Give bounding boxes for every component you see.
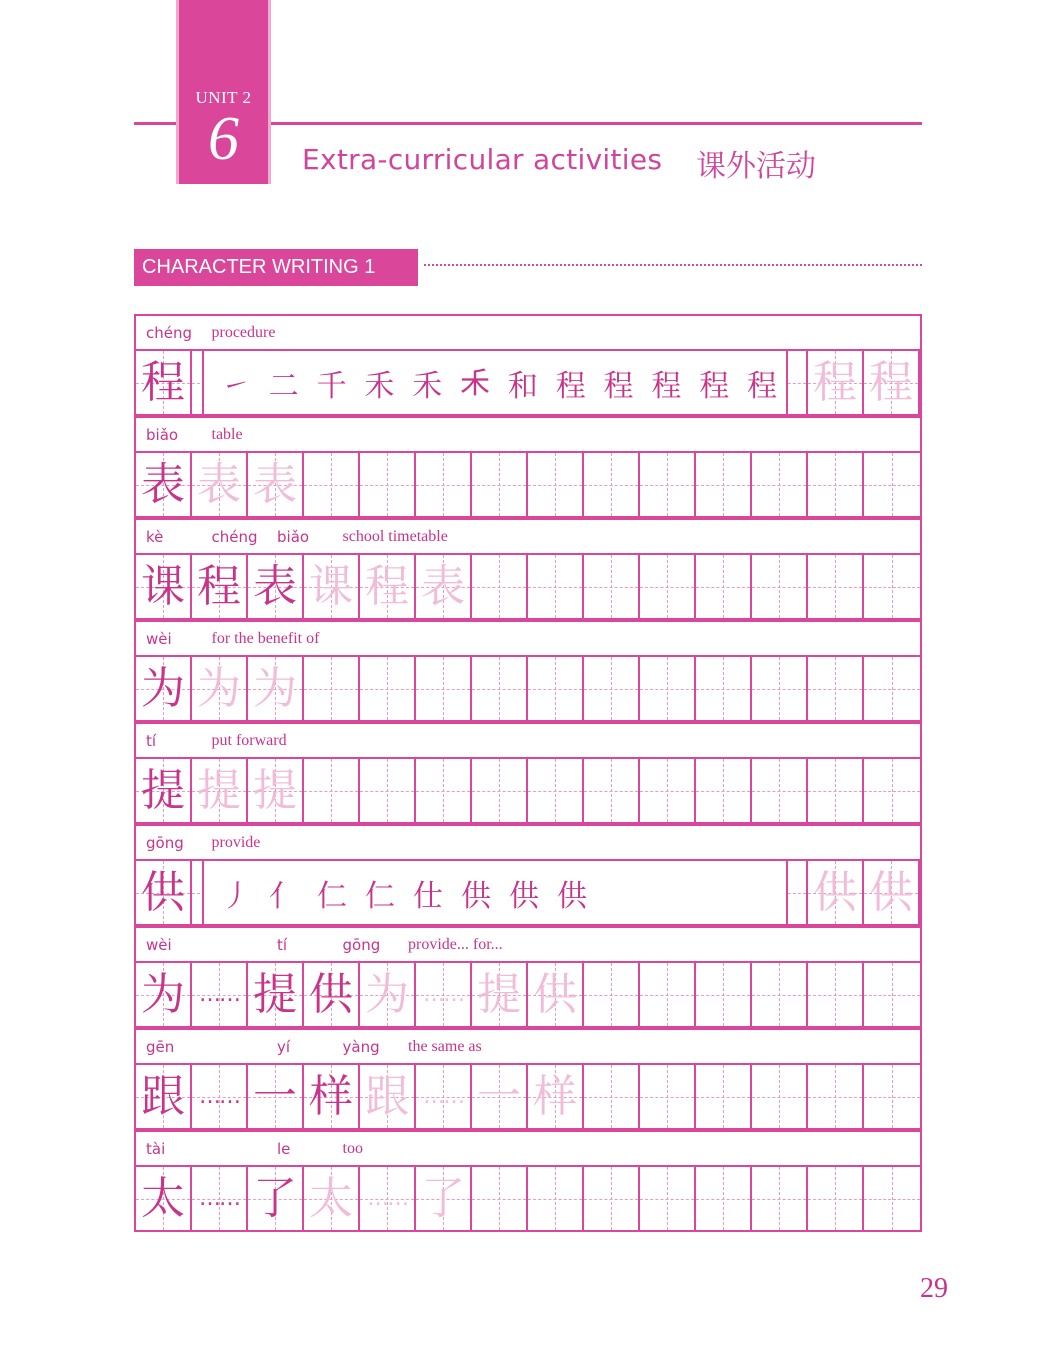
writing-grid (134, 314, 922, 1232)
grid-character: …… (199, 981, 240, 1007)
stroke-step: ㇀ (220, 368, 251, 404)
stroke-step: 程 (555, 368, 586, 404)
pinyin-label: chéng (211, 528, 258, 546)
practice-cell-empty[interactable] (472, 1167, 528, 1230)
header-rule-left (134, 122, 176, 125)
grid-character: 供 (533, 968, 578, 1020)
practice-cell-empty[interactable] (864, 963, 920, 1026)
grid-character: 表 (197, 458, 242, 510)
practice-cell-filled (136, 453, 192, 516)
grid-character: 程 (869, 356, 913, 408)
practice-cell-filled (136, 555, 192, 618)
practice-cell-empty[interactable] (752, 759, 808, 822)
grid-character: 了 (253, 1172, 298, 1224)
grid-character: …… (423, 1083, 464, 1109)
grid-character: 供 (309, 968, 354, 1020)
pinyin-row (134, 518, 922, 553)
stroke-order-sequence (202, 351, 788, 414)
pinyin-label: biǎo (146, 426, 179, 444)
pinyin-label: chéng (146, 324, 193, 342)
practice-cell-empty[interactable] (584, 759, 640, 822)
pinyin-row (134, 416, 922, 451)
practice-cell-empty[interactable] (584, 555, 640, 618)
character-row (134, 451, 922, 518)
practice-cell-empty[interactable] (416, 453, 472, 516)
practice-cell-filled (472, 963, 528, 1026)
grid-character: 为 (141, 968, 185, 1020)
practice-cell-empty[interactable] (696, 1065, 752, 1128)
practice-cell-filled (248, 1065, 304, 1128)
grid-character: 为 (365, 968, 410, 1020)
meaning-label: provide... for... (408, 936, 503, 953)
practice-cell-empty[interactable] (584, 1065, 640, 1128)
grid-character: 课 (309, 560, 354, 612)
pinyin-label: gōng (342, 936, 381, 954)
practice-cell-filled (248, 555, 304, 618)
practice-cell-empty[interactable] (472, 555, 528, 618)
stroke-step: 供 (461, 878, 491, 914)
practice-cell-empty[interactable] (808, 657, 864, 720)
unit-label: UNIT 2 (195, 88, 252, 107)
practice-cell-empty[interactable] (360, 657, 416, 720)
character-row (134, 349, 922, 416)
practice-cell-empty[interactable] (304, 759, 360, 822)
practice-cell-empty[interactable] (640, 1167, 696, 1230)
grid-character: …… (199, 1185, 240, 1211)
practice-cell-filled (864, 351, 920, 414)
practice-cell-filled (416, 555, 472, 618)
practice-cell-empty[interactable] (864, 555, 920, 618)
practice-cell-empty[interactable] (640, 963, 696, 1026)
practice-cell-filled (136, 1065, 192, 1128)
character-row (134, 757, 922, 824)
pinyin-row (134, 620, 922, 655)
practice-cell-filled (136, 963, 192, 1026)
practice-cell-filled (528, 1065, 584, 1128)
practice-cell-filled (360, 963, 416, 1026)
practice-cell-empty[interactable] (752, 555, 808, 618)
pinyin-label: tài (146, 1140, 166, 1158)
pinyin-label: gōng (146, 834, 184, 852)
section-dotted-rule (424, 264, 922, 266)
meaning-label: provide (211, 834, 261, 851)
practice-cell-empty[interactable] (360, 759, 416, 822)
stroke-step: 程 (699, 368, 730, 404)
practice-cell-filled (304, 555, 360, 618)
grid-character: …… (423, 981, 464, 1007)
pinyin-label: wèi (146, 936, 172, 954)
grid-character: 提 (253, 968, 298, 1020)
practice-cell-filled (136, 1167, 192, 1230)
pinyin-label: tí (146, 732, 157, 750)
practice-cell-empty[interactable] (472, 759, 528, 822)
practice-cell-empty[interactable] (584, 1167, 640, 1230)
pinyin-label: wèi (146, 630, 172, 648)
pinyin-row (134, 824, 922, 859)
unit-tab (176, 0, 271, 184)
stroke-step: 千 (316, 368, 347, 404)
pinyin-label: tí (277, 936, 288, 954)
practice-cell-empty[interactable] (808, 1065, 864, 1128)
practice-cell-filled (136, 657, 192, 720)
grid-character: 为 (253, 662, 298, 714)
practice-cell-empty[interactable] (528, 657, 584, 720)
grid-character: 提 (141, 764, 185, 816)
practice-cell-filled (192, 657, 248, 720)
pinyin-label: gēn (146, 1038, 175, 1056)
stroke-step: 和 (507, 368, 538, 404)
practice-cell-empty[interactable] (752, 453, 808, 516)
stroke-step: 仁 (317, 878, 347, 914)
practice-cell-filled (864, 861, 920, 924)
practice-cell-empty[interactable] (752, 963, 808, 1026)
grid-character: 一 (477, 1070, 522, 1122)
grid-character: 了 (421, 1172, 466, 1224)
grid-character: 供 (869, 866, 913, 918)
stroke-step: 亻 (269, 878, 299, 914)
character-row (134, 1165, 922, 1232)
pinyin-label: yàng (342, 1038, 380, 1056)
grid-character: 程 (365, 560, 410, 612)
stroke-step: 仁 (365, 878, 395, 914)
pinyin-label: yí (277, 1038, 291, 1056)
practice-cell-filled (136, 351, 192, 414)
practice-cell-empty[interactable] (528, 759, 584, 822)
character-row (134, 859, 922, 926)
pinyin-row (134, 926, 922, 961)
practice-cell-empty[interactable] (472, 453, 528, 516)
practice-cell-empty[interactable] (752, 657, 808, 720)
pinyin-label: biǎo (277, 528, 310, 546)
grid-character: 样 (533, 1070, 578, 1122)
stroke-step: 二 (268, 368, 299, 404)
grid-character: 提 (197, 764, 242, 816)
stroke-order-sequence (202, 861, 788, 924)
grid-character: 课 (141, 560, 185, 612)
practice-cell-empty[interactable] (416, 657, 472, 720)
stroke-step: 程 (603, 368, 634, 404)
practice-cell-filled (192, 759, 248, 822)
stroke-step: 𥝌 (460, 365, 491, 401)
practice-cell-empty[interactable] (696, 963, 752, 1026)
stroke-step: 供 (557, 878, 587, 914)
meaning-label: procedure (211, 324, 276, 341)
stroke-step: 禾 (364, 368, 395, 404)
grid-character: 跟 (365, 1070, 410, 1122)
grid-character: 一 (253, 1070, 298, 1122)
grid-character: 表 (253, 458, 298, 510)
practice-cell-empty[interactable] (416, 759, 472, 822)
practice-cell-filled (808, 861, 864, 924)
grid-character: 太 (309, 1172, 354, 1224)
grid-character: 样 (309, 1070, 354, 1122)
stroke-step: 丿 (221, 878, 251, 914)
grid-character: 提 (477, 968, 522, 1020)
practice-cell-filled (248, 657, 304, 720)
practice-cell-empty[interactable] (472, 657, 528, 720)
practice-cell-empty[interactable] (808, 759, 864, 822)
meaning-label: the same as (408, 1038, 482, 1055)
practice-cell-filled (248, 759, 304, 822)
practice-cell-filled (304, 963, 360, 1026)
pinyin-row (134, 1028, 922, 1063)
practice-cell-empty[interactable] (808, 1167, 864, 1230)
grid-character: 供 (813, 866, 857, 918)
practice-cell-empty[interactable] (640, 759, 696, 822)
practice-cell-empty[interactable] (640, 1065, 696, 1128)
section-banner: CHARACTER WRITING 1 (134, 249, 418, 286)
grid-character: …… (199, 1083, 240, 1109)
grid-character: 太 (141, 1172, 185, 1224)
practice-cell-empty[interactable] (752, 1065, 808, 1128)
grid-character: 供 (141, 866, 185, 918)
practice-cell-filled (136, 861, 192, 924)
practice-cell-empty[interactable] (696, 555, 752, 618)
practice-cell-empty[interactable] (808, 963, 864, 1026)
pinyin-row (134, 314, 922, 349)
pinyin-label: le (277, 1140, 291, 1158)
meaning-label: put forward (211, 732, 287, 749)
practice-cell-filled (416, 1167, 472, 1230)
practice-cell-empty[interactable] (304, 657, 360, 720)
pinyin-row (134, 722, 922, 757)
practice-cell-empty[interactable] (864, 657, 920, 720)
practice-cell-empty[interactable] (696, 1167, 752, 1230)
stroke-step: 程 (747, 368, 778, 404)
practice-cell-empty[interactable] (584, 657, 640, 720)
practice-cell-filled (304, 1167, 360, 1230)
practice-cell-empty[interactable] (864, 453, 920, 516)
pinyin-label: kè (146, 528, 164, 546)
practice-cell-empty[interactable] (696, 657, 752, 720)
meaning-label: table (211, 426, 243, 443)
lesson-title-en: Extra-curricular activities (302, 143, 663, 176)
practice-cell-filled (360, 555, 416, 618)
practice-cell-filled (416, 963, 472, 1026)
practice-cell-empty[interactable] (528, 1167, 584, 1230)
practice-cell-filled (192, 1065, 248, 1128)
practice-cell-filled (472, 1065, 528, 1128)
practice-cell-empty[interactable] (696, 453, 752, 516)
practice-cell-filled (416, 1065, 472, 1128)
character-row (134, 961, 922, 1028)
grid-character: 程 (197, 560, 242, 612)
lesson-title-zh: 课外活动 (696, 149, 816, 184)
practice-cell-filled (136, 759, 192, 822)
meaning-label: for the benefit of (211, 630, 320, 647)
pinyin-row (134, 1130, 922, 1165)
grid-character: 跟 (141, 1070, 185, 1122)
stroke-step: 供 (509, 878, 539, 914)
practice-cell-empty[interactable] (584, 453, 640, 516)
page-number: 29 (920, 1273, 948, 1304)
practice-cell-filled (248, 453, 304, 516)
meaning-label: school timetable (342, 528, 448, 545)
grid-character: 为 (141, 662, 185, 714)
stroke-step: 禾 (412, 368, 443, 404)
practice-cell-filled (304, 1065, 360, 1128)
practice-cell-filled (808, 351, 864, 414)
practice-cell-filled (360, 1065, 416, 1128)
practice-cell-empty[interactable] (864, 1167, 920, 1230)
practice-cell-filled (192, 555, 248, 618)
grid-character: 表 (421, 560, 466, 612)
meaning-label: too (342, 1140, 363, 1157)
practice-cell-empty[interactable] (640, 657, 696, 720)
practice-cell-empty[interactable] (528, 555, 584, 618)
practice-cell-empty[interactable] (808, 555, 864, 618)
stroke-step: 仕 (413, 878, 443, 914)
practice-cell-filled (192, 1167, 248, 1230)
grid-character: 表 (253, 560, 298, 612)
header-rule-right (271, 122, 922, 125)
grid-character: 程 (141, 356, 185, 408)
practice-cell-filled (248, 963, 304, 1026)
practice-cell-empty[interactable] (808, 453, 864, 516)
grid-character: …… (367, 1185, 408, 1211)
practice-cell-empty[interactable] (304, 453, 360, 516)
stroke-step: 程 (651, 368, 682, 404)
grid-character: 提 (253, 764, 298, 816)
practice-cell-filled (192, 963, 248, 1026)
practice-cell-filled (360, 1167, 416, 1230)
character-row (134, 553, 922, 620)
practice-cell-empty[interactable] (360, 453, 416, 516)
practice-cell-empty[interactable] (864, 1065, 920, 1128)
character-row (134, 655, 922, 722)
grid-character: 表 (141, 458, 185, 510)
practice-cell-filled (192, 453, 248, 516)
practice-cell-empty[interactable] (528, 453, 584, 516)
practice-cell-empty[interactable] (640, 453, 696, 516)
practice-cell-empty[interactable] (640, 555, 696, 618)
practice-cell-empty[interactable] (584, 963, 640, 1026)
practice-cell-empty[interactable] (864, 759, 920, 822)
practice-cell-empty[interactable] (752, 1167, 808, 1230)
grid-character: 程 (813, 356, 857, 408)
grid-character: 为 (197, 662, 242, 714)
practice-cell-empty[interactable] (696, 759, 752, 822)
practice-cell-filled (248, 1167, 304, 1230)
character-row (134, 1063, 922, 1130)
lesson-number: 6 (208, 105, 239, 173)
practice-cell-filled (528, 963, 584, 1026)
